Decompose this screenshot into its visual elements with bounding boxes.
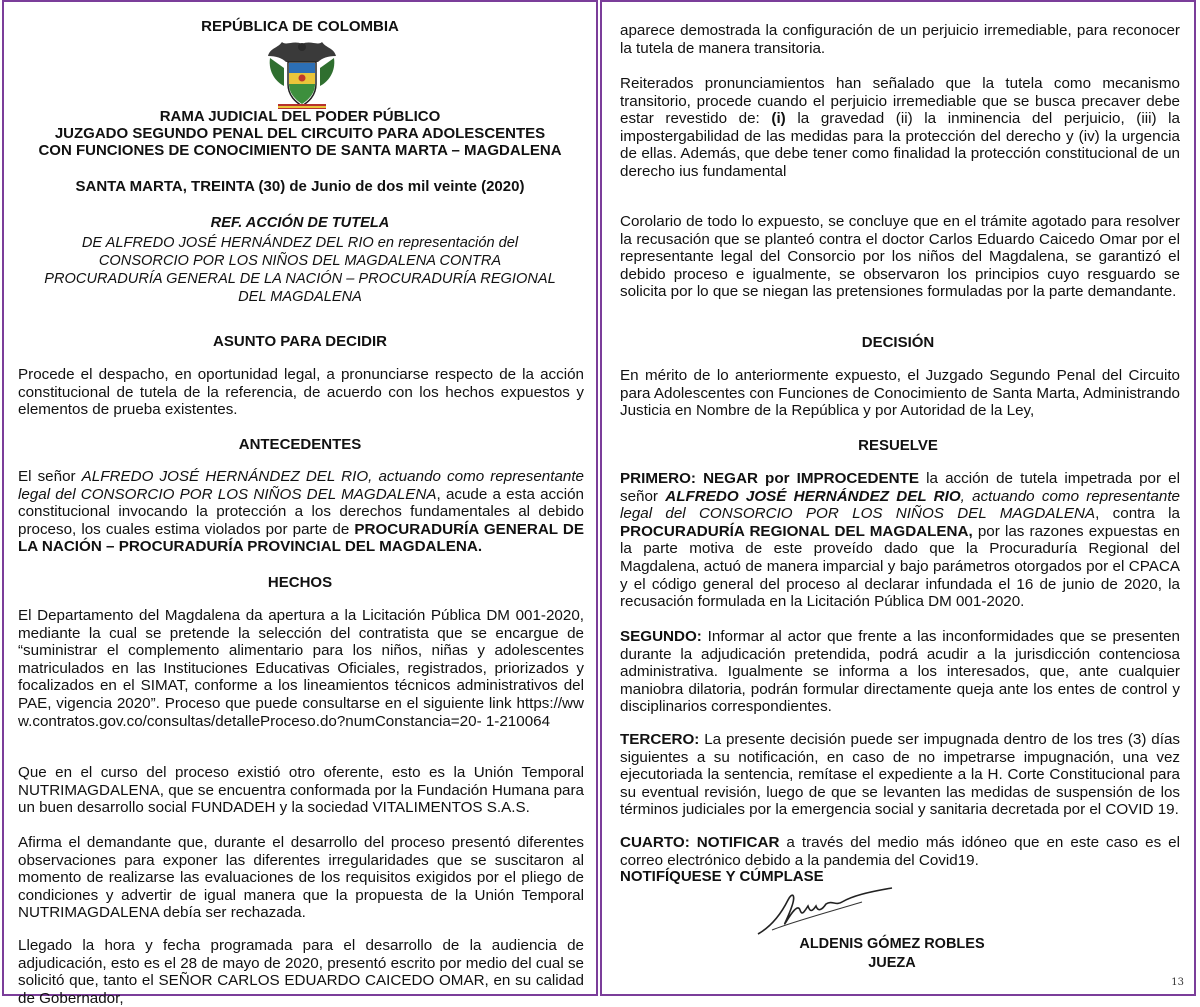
- cuarto-paragraph: CUARTO: NOTIFICAR a través del medio más idóneo que en este caso es el correo electrónico debido a la pandemia del Covid19.: [620, 834, 1180, 869]
- hechos-heading: HECHOS: [267, 574, 333, 591]
- antecedentes-heading: ANTECEDENTES: [238, 436, 362, 453]
- branch-heading: RAMA JUDICIAL DEL PODER PÚBLICO: [159, 108, 441, 125]
- corolario-paragraph: Corolario de todo lo expuesto, se concluye que en el trámite agotado para resolver la recusación que se planteó contra el doctor Carlos Eduardo Caicedo Omar por el representante legal del Consorcio por los niños del Magdalena, se garantizó el debido proceso e igualmente, se observaron los principios cuyo resguardo se solicita por lo que se niegan las pretensiones formuladas por la parte demandante.: [620, 213, 1180, 301]
- reference-title: REF. ACCIÓN DE TUTELA: [210, 215, 390, 231]
- closing-formula: NOTIFÍQUESE Y CÚMPLASE: [620, 868, 824, 885]
- judge-title: JUEZA: [868, 955, 916, 971]
- judge-signature: [752, 882, 902, 942]
- decision-paragraph: En mérito de lo anteriormente expuesto, el Juzgado Segundo Penal del Circuito para Adolescentes con Funciones de Conocimiento de Santa Marta, Administrando Justicia en Nombre de la República y por Autoridad de la Ley,: [620, 367, 1180, 420]
- colombia-coat-of-arms-icon: [264, 38, 340, 112]
- court-heading-line1: JUZGADO SEGUNDO PENAL DEL CIRCUITO PARA ADOLESCENTES: [54, 125, 546, 142]
- reference-line4: DEL MAGDALENA: [238, 289, 362, 305]
- segundo-paragraph: SEGUNDO: Informar al actor que frente a las inconformidades que se presenten durante la adjudicación pretendida, podrá acudir a la jurisdicción contenciosa administrativa. Igualmente se informa a los interesados, que, ante cualquier maniobra dilatoria, podrán formular directamente queja ante los entes de control y disciplinarios correspondientes.: [620, 628, 1180, 716]
- republic-heading: REPÚBLICA DE COLOMBIA: [201, 18, 399, 35]
- resuelve-heading: RESUELVE: [858, 437, 938, 454]
- hechos-paragraph-2: Que en el curso del proceso existió otro oferente, esto es la Unión Temporal NUTRIMAGDALENA, que se encuentra conformada por la Fundación Humana para un buen desarrollo social FUNDADEH y la sociedad VITALIMENTOS S.A.S.: [18, 764, 584, 817]
- reference-line2: CONSORCIO POR LOS NIÑOS DEL MAGDALENA CONTRA: [98, 253, 502, 269]
- reference-line3: PROCURADURÍA GENERAL DE LA NACIÓN – PROCURADURÍA REGIONAL: [44, 271, 556, 287]
- tercero-paragraph: TERCERO: La presente decisión puede ser impugnada dentro de los tres (3) días siguientes a su notificación, en caso de no impetrarse impugnación, una vez ejecutoriada la sentencia, remítase el expediente a la H. Corte Constitucional para su eventual revisión, luego de que se levanten las medidas de suspensión de los términos judiciales por la emergencia social y sanitaria decretada por el COVID 19.: [620, 731, 1180, 819]
- court-heading-line2: CON FUNCIONES DE CONOCIMIENTO DE SANTA MARTA – MAGDALENA: [38, 142, 562, 159]
- reiterados-paragraph: Reiterados pronunciamientos han señalado que la tutela como mecanismo transitorio, procede cuando el perjuicio irremediable que se busca precaver debe estar revestido de: (i) la gravedad (ii) la inminencia del perjuicio, (iii) la impostergabilidad de las medidas para la protección del derecho y (iv) la urgencia de ellas. Además, que debe tener como finalidad la protección constitucional de un derecho ius fundamental: [620, 75, 1180, 180]
- asunto-heading: ASUNTO PARA DECIDIR: [213, 333, 387, 350]
- right-page: [600, 0, 1196, 996]
- judge-name: ALDENIS GÓMEZ ROBLES: [799, 936, 985, 952]
- hechos-paragraph-3: Afirma el demandante que, durante el desarrollo del proceso presentó diferentes observaciones para exponer las diferentes irregularidades que se suscitaron al momento de realizarse las evaluaciones de los requisitos exigidos por el pliego de condiciones y advertir de igual manera que la propuesta de la Unión Temporal NUTRIMAGDALENA debía ser rechazada.: [18, 834, 584, 922]
- antecedentes-paragraph: El señor ALFREDO JOSÉ HERNÁNDEZ DEL RIO, actuando como representante legal del CONSORCIO POR LOS NIÑOS DEL MAGDALENA, acude a esta acción constitucional invocando la protección a los derechos fundamentales al debido proceso, los cuales estima violados por parte de PROCURADURÍA GENERAL DE LA NACIÓN – PROCURADURÍA PROVINCIAL DEL MAGDALENA.: [18, 468, 585, 556]
- hechos-paragraph-4: Llegado la hora y fecha programada para el desarrollo de la audiencia de adjudicación, esto es el 28 de mayo de 2020, presentó escrito por medio del cual se solicitó que, tanto el SEÑOR CARLOS EDUARDO CAICEDO OMAR, en su calidad de Gobernador,: [18, 937, 584, 1007]
- continuation-paragraph: aparece demostrada la configuración de un perjuicio irremediable, para reconocer la tutela de manera transitoria.: [620, 22, 1180, 57]
- asunto-paragraph: Procede el despacho, en oportunidad legal, a pronunciarse respecto de la acción constitucional de tutela de la referencia, de acuerdo con los hechos expuestos y elementos de prueba existentes.: [18, 366, 584, 419]
- reference-line1: DE ALFREDO JOSÉ HERNÁNDEZ DEL RIO en representación del: [81, 235, 519, 251]
- decision-heading: DECISIÓN: [861, 334, 935, 351]
- document-date: SANTA MARTA, TREINTA (30) de Junio de dos mil veinte (2020): [75, 178, 525, 195]
- left-page: [2, 0, 598, 1007]
- page-number: 13: [1171, 977, 1184, 988]
- procurement-link[interactable]: https://www.contratos.gov.co/consultas/detalleProceso.do?numConstancia=20- 1-210064: [18, 694, 584, 730]
- primero-paragraph: PRIMERO: NEGAR por IMPROCEDENTE la acción de tutela impetrada por el señor ALFREDO JOSÉ HERNÁNDEZ DEL RIO, actuando como representante legal del CONSORCIO POR LOS NIÑOS DEL MAGDALENA, contra la PROCURADURÍA REGIONAL DEL MAGDALENA, por las razones expuestas en la parte motiva de este proveído dado que la Procuraduría Regional del Magdalena, actuó de manera imparcial y bajo parámetros otorgados por el CPACA y el código general del proceso al declarar infundada el 16 de junio de 2020, la recusación formulada en la Licitación Pública DM 001-2020.: [620, 470, 1181, 611]
- hechos-paragraph-1: El Departamento del Magdalena da apertura a la Licitación Pública DM 001-2020, mediante la cual se pretende la selección del contratista que se encargue de “suministrar el complemento alimentario para los niños, niñas y adolescentes matriculados en las Instituciones Educativas Oficiales, registrados, priorizados y focalizados en el SIMAT, conforme a los lineamientos técnicos administrativos del PAE, vigencia 2020”. Proceso que puede consultarse en el siguiente link https://www.contratos.gov.co/consultas/detalleProceso.do?numConstancia=20- 1-210064: [18, 607, 584, 730]
